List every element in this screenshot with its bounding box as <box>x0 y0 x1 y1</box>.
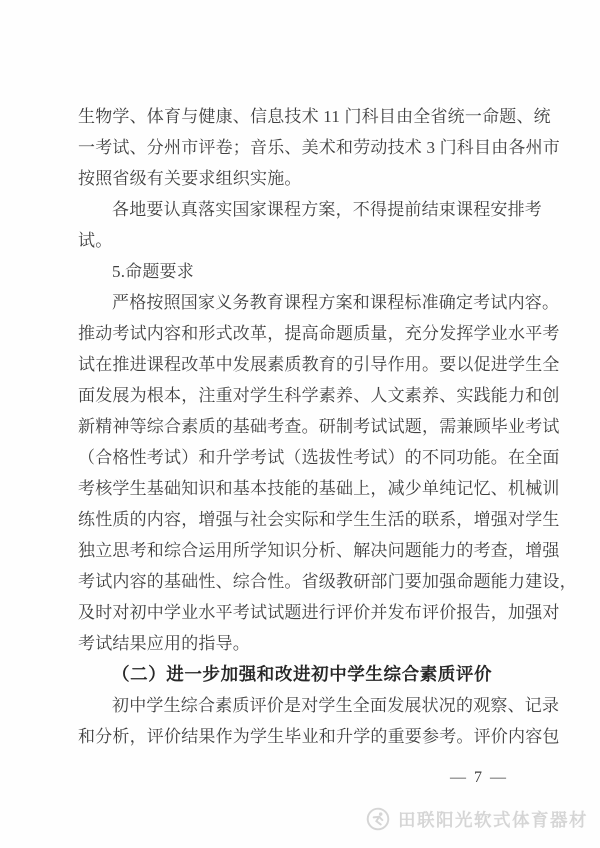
text-line: 考试内容的基础性、综合性。省级教研部门要加强命题能力建设， <box>78 572 577 591</box>
text-line: 按照省级有关要求组织实施。 <box>78 169 302 188</box>
text-line: 考试结果应用的指导。 <box>78 634 250 653</box>
text-line: 新精神等综合素质的基础考查。研制考试试题，需兼顾毕业考试 <box>78 417 560 436</box>
text-line: 试。 <box>78 231 113 250</box>
text-line: 考核学生基础知识和基本技能的基础上，减少单纯记忆、机械训 <box>78 479 560 498</box>
athletics-logo-icon <box>365 806 391 832</box>
text-line: 面发展为根本，注重对学生科学素养、人文素养、实践能力和创 <box>78 386 560 405</box>
text-line: 各地要认真落实国家课程方案，不得提前结束课程安排考 <box>112 200 542 219</box>
page-number: — 7 — <box>450 769 508 786</box>
text-line: 生物学、体育与健康、信息技术 11 门科目由全省统一命题、统 <box>78 107 551 126</box>
section-heading: （二）进一步加强和改进初中学生综合素质评价 <box>112 664 493 684</box>
text-line: 练性质的内容，增强与社会实际和学生生活的联系，增强对学生 <box>78 510 560 529</box>
text-line: 严格按照国家义务教育课程方案和课程标准确定考试内容。 <box>112 293 560 312</box>
text-line: 试在推进课程改革中发展素质教育的引导作用。要以促进学生全 <box>78 355 560 374</box>
text-line: 和分析，评价结果作为学生毕业和升学的重要参考。评价内容包 <box>78 727 560 746</box>
text-line: 初中学生综合素质评价是对学生全面发展状况的观察、记录 <box>112 696 560 715</box>
text-line: 独立思考和综合运用所学知识分析、解决问题能力的考查，增强 <box>78 541 560 560</box>
text-line: 5.命题要求 <box>112 262 194 281</box>
watermark <box>365 806 588 832</box>
text-line: 一考试、分州市评卷；音乐、美术和劳动技术 3 门科目由各州市 <box>78 138 560 157</box>
text-line: 推动考试内容和形式改革，提高命题质量，充分发挥学业水平考 <box>78 324 560 343</box>
watermark-label: 田联阳光软式体育器材 <box>398 809 588 830</box>
text-line: 及时对初中学业水平考试试题进行评价并发布评价报告，加强对 <box>78 603 560 622</box>
text-line: （合格性考试）和升学考试（选拔性考试）的不同功能。在全面 <box>78 448 560 467</box>
document-text-block <box>78 101 577 752</box>
